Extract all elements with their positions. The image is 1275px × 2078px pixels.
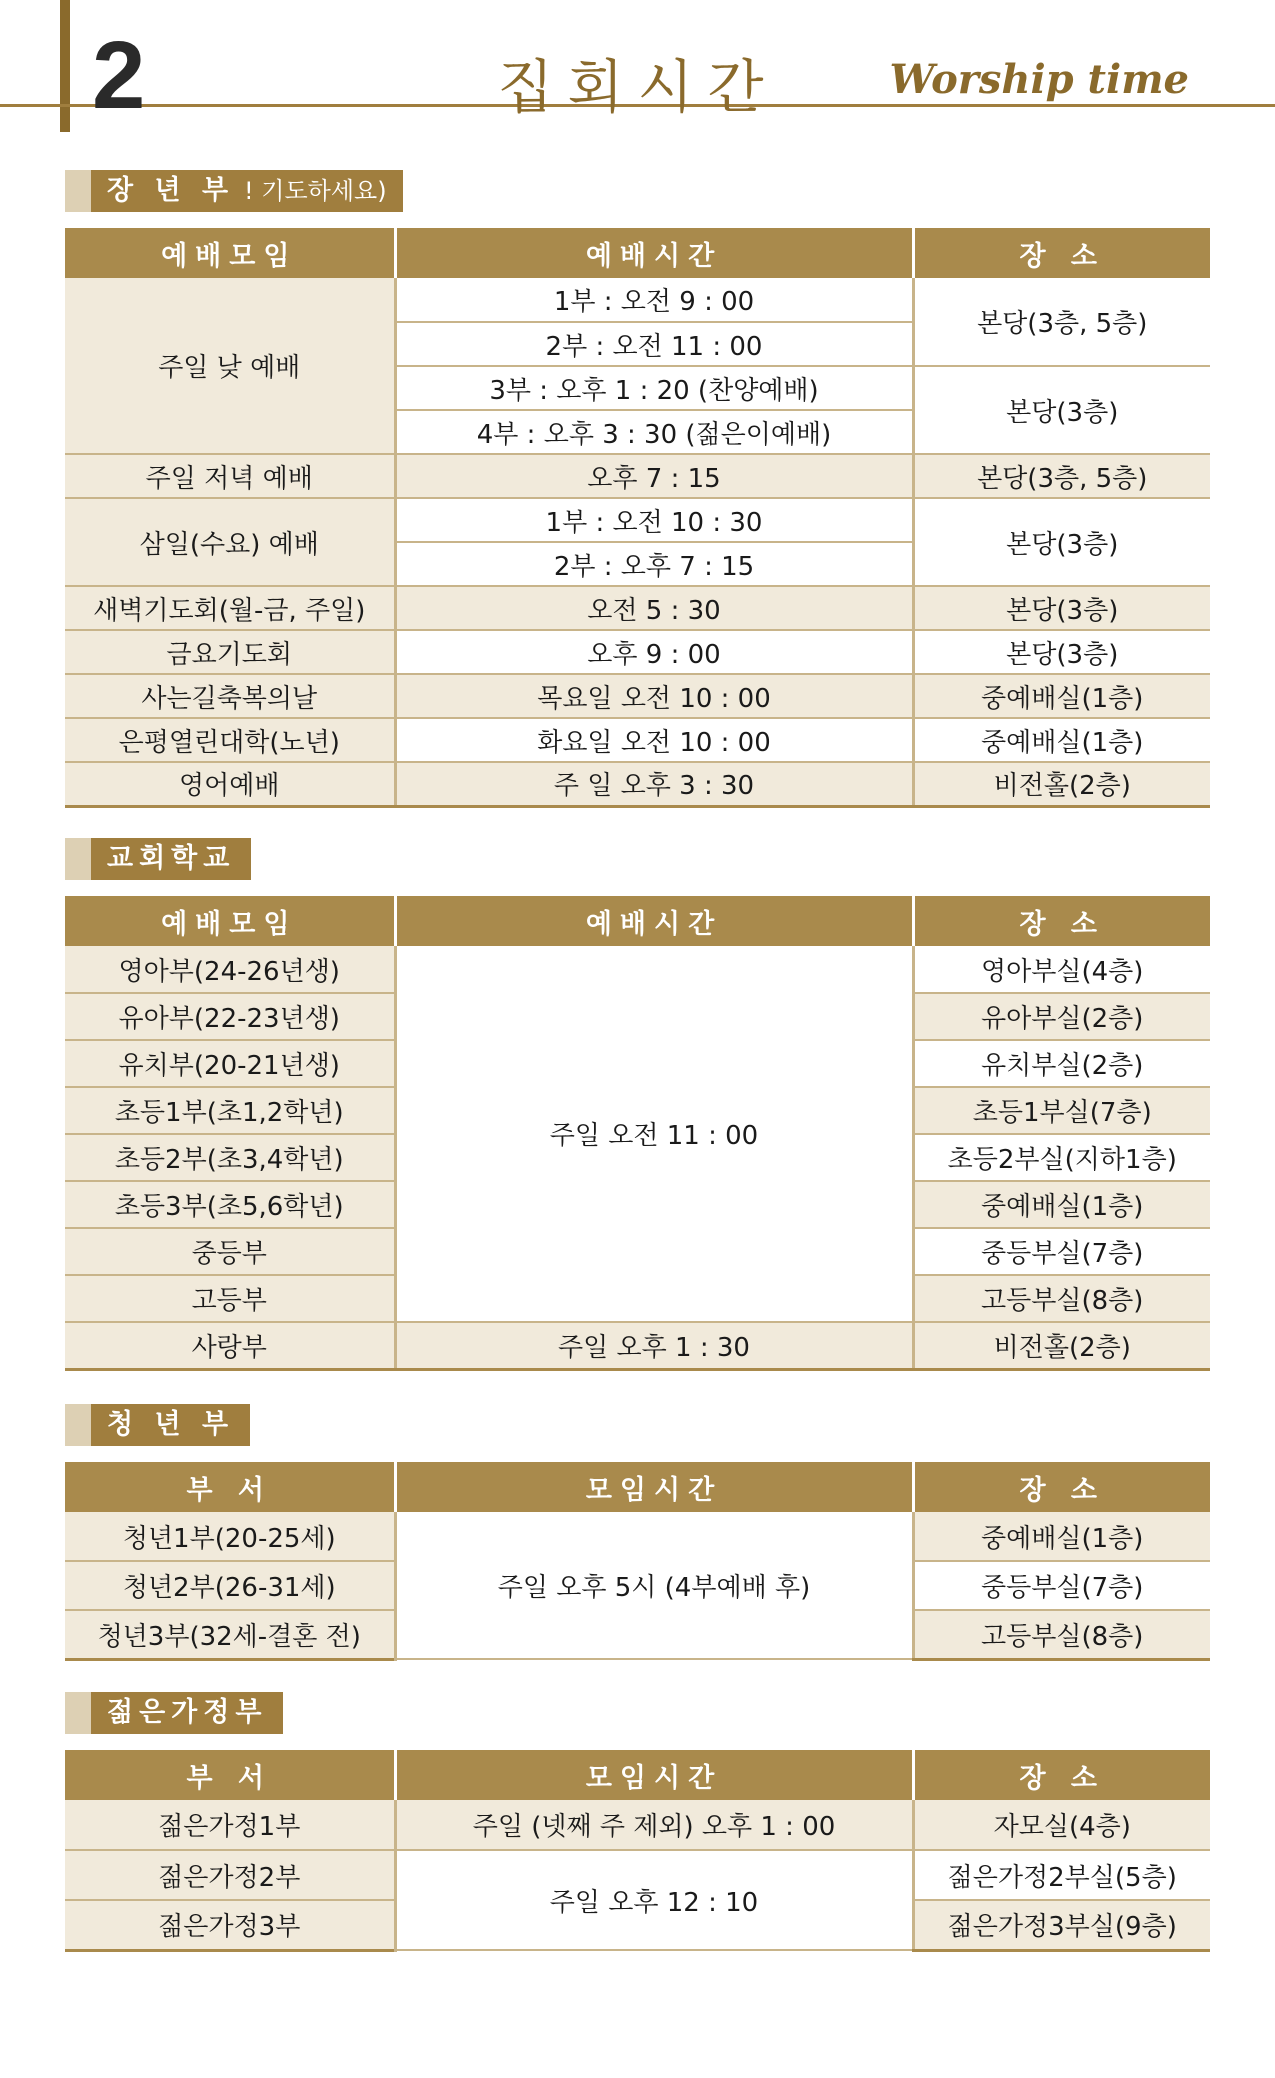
meeting-place: 중예배실(1층) <box>913 718 1210 762</box>
department-place: 중예배실(1층) <box>913 1512 1210 1561</box>
department-place: 젊은가정2부실(5층) <box>913 1850 1210 1900</box>
department-place: 비전홀(2층) <box>913 1322 1210 1369</box>
header-time: 예배시간 <box>395 896 913 946</box>
department-name: 청년3부(32세-결혼 전) <box>65 1610 395 1659</box>
department-name: 초등3부(초5,6학년) <box>65 1181 395 1228</box>
meeting-place: 본당(3층) <box>913 366 1210 454</box>
department-place: 고등부실(8층) <box>913 1275 1210 1322</box>
header-place: 장 소 <box>913 1750 1210 1800</box>
section-label <box>91 170 403 212</box>
table-row <box>65 1800 1210 1850</box>
table-row <box>65 674 1210 718</box>
meeting-place: 본당(3층, 5층) <box>913 454 1210 498</box>
department-name: 사랑부 <box>65 1322 395 1369</box>
department-name: 유치부(20-21년생) <box>65 1040 395 1087</box>
meeting-name: 은평열린대학(노년) <box>65 718 395 762</box>
section-youth <box>65 1404 1210 1661</box>
department-name: 청년2부(26-31세) <box>65 1561 395 1610</box>
school-schedule-table <box>65 896 1210 1371</box>
department-place: 고등부실(8층) <box>913 1610 1210 1659</box>
meeting-place: 본당(3층) <box>913 586 1210 630</box>
table-header-row <box>65 1462 1210 1512</box>
department-place: 초등1부실(7층) <box>913 1087 1210 1134</box>
department-name: 초등2부(초3,4학년) <box>65 1134 395 1181</box>
family-schedule-table <box>65 1750 1210 1952</box>
header-meeting: 예배모임 <box>65 896 395 946</box>
department-place: 중예배실(1층) <box>913 1181 1210 1228</box>
meeting-name: 주일 낮 예배 <box>65 278 395 454</box>
header-place: 장 소 <box>913 896 1210 946</box>
page-subtitle: Worship time <box>889 56 1189 103</box>
department-name: 중등부 <box>65 1228 395 1275</box>
table-row <box>65 762 1210 806</box>
table-row <box>65 278 1210 322</box>
meeting-place: 중예배실(1층) <box>913 674 1210 718</box>
department-place: 초등2부실(지하1층) <box>913 1134 1210 1181</box>
meeting-time: 화요일 오전 10 : 00 <box>395 718 913 762</box>
meeting-time: 1부 : 오전 9 : 00 <box>395 278 913 322</box>
header-department: 부 서 <box>65 1462 395 1512</box>
meeting-name: 삼일(수요) 예배 <box>65 498 395 586</box>
table-row <box>65 1850 1210 1900</box>
header-meeting: 예배모임 <box>65 228 395 278</box>
table-header-row <box>65 896 1210 946</box>
table-row <box>65 1512 1210 1561</box>
meeting-place: 본당(3층) <box>913 498 1210 586</box>
section-label: 젊은가정부 <box>91 1692 283 1734</box>
department-time: 주일 오후 1 : 30 <box>395 1322 913 1369</box>
section-label-text: 장 년 부 <box>107 175 235 206</box>
meeting-time: 오전 5 : 30 <box>395 586 913 630</box>
department-name: 초등1부(초1,2학년) <box>65 1087 395 1134</box>
meeting-time: 주 일 오후 3 : 30 <box>395 762 913 806</box>
department-name: 영아부(24-26년생) <box>65 946 395 993</box>
table-header-row <box>65 1750 1210 1800</box>
table-row <box>65 630 1210 674</box>
youth-schedule-table <box>65 1462 1210 1661</box>
meeting-time: 4부 : 오후 3 : 30 (젊은이예배) <box>395 410 913 454</box>
section-label: 교회학교 <box>91 838 251 880</box>
table-row <box>65 498 1210 542</box>
meeting-time: 목요일 오전 10 : 00 <box>395 674 913 718</box>
meeting-time: 1부 : 오전 10 : 30 <box>395 498 913 542</box>
header-place: 장 소 <box>913 1462 1210 1512</box>
department-place: 영아부실(4층) <box>913 946 1210 993</box>
meeting-time: 오후 7 : 15 <box>395 454 913 498</box>
department-place: 자모실(4층) <box>913 1800 1210 1850</box>
meeting-time: 2부 : 오전 11 : 00 <box>395 322 913 366</box>
meeting-name: 사는길축복의날 <box>65 674 395 718</box>
section-tick <box>65 1404 91 1446</box>
meeting-place: 본당(3층, 5층) <box>913 278 1210 366</box>
section-school <box>65 838 1210 1371</box>
department-name: 고등부 <box>65 1275 395 1322</box>
table-row <box>65 454 1210 498</box>
department-place: 중등부실(7층) <box>913 1561 1210 1610</box>
meeting-time: 오후 9 : 00 <box>395 630 913 674</box>
meeting-place: 비전홀(2층) <box>913 762 1210 806</box>
header-time: 예배시간 <box>395 228 913 278</box>
section-tick <box>65 170 91 212</box>
meeting-place: 본당(3층) <box>913 630 1210 674</box>
department-place: 젊은가정3부실(9층) <box>913 1900 1210 1950</box>
section-header <box>65 838 1210 880</box>
department-name: 청년1부(20-25세) <box>65 1512 395 1561</box>
meeting-name: 금요기도회 <box>65 630 395 674</box>
table-row <box>65 718 1210 762</box>
meeting-name: 새벽기도회(월-금, 주일) <box>65 586 395 630</box>
section-label: 청 년 부 <box>91 1404 250 1446</box>
header-place: 장 소 <box>913 228 1210 278</box>
department-place: 유아부실(2층) <box>913 993 1210 1040</box>
section-header <box>65 1404 1210 1446</box>
section-adult <box>65 170 1210 808</box>
header-time: 모임시간 <box>395 1750 913 1800</box>
section-note: ! 기도하세요) <box>244 177 387 205</box>
shared-time: 주일 오후 12 : 10 <box>395 1850 913 1950</box>
table-header-row <box>65 228 1210 278</box>
department-place: 유치부실(2층) <box>913 1040 1210 1087</box>
adult-schedule-table <box>65 228 1210 808</box>
section-header <box>65 170 1210 212</box>
page-title: 집회시간 <box>497 53 778 121</box>
section-tick <box>65 1692 91 1734</box>
table-row <box>65 1322 1210 1369</box>
section-header <box>65 1692 1210 1734</box>
meeting-name: 영어예배 <box>65 762 395 806</box>
page-number: 2 <box>92 22 146 129</box>
section-tick <box>65 838 91 880</box>
department-name: 젊은가정3부 <box>65 1900 395 1950</box>
table-row <box>65 946 1210 993</box>
department-name: 유아부(22-23년생) <box>65 993 395 1040</box>
shared-time: 주일 오전 11 : 00 <box>395 946 913 1322</box>
department-name: 젊은가정2부 <box>65 1850 395 1900</box>
shared-time: 주일 오후 5시 (4부예배 후) <box>395 1512 913 1659</box>
meeting-name: 주일 저녁 예배 <box>65 454 395 498</box>
meeting-time: 3부 : 오후 1 : 20 (찬양예배) <box>395 366 913 410</box>
header-department: 부 서 <box>65 1750 395 1800</box>
department-name: 젊은가정1부 <box>65 1800 395 1850</box>
table-row <box>65 586 1210 630</box>
department-place: 중등부실(7층) <box>913 1228 1210 1275</box>
section-family <box>65 1692 1210 1952</box>
meeting-time: 2부 : 오후 7 : 15 <box>395 542 913 586</box>
department-time: 주일 (넷째 주 제외) 오후 1 : 00 <box>395 1800 913 1850</box>
header-time: 모임시간 <box>395 1462 913 1512</box>
